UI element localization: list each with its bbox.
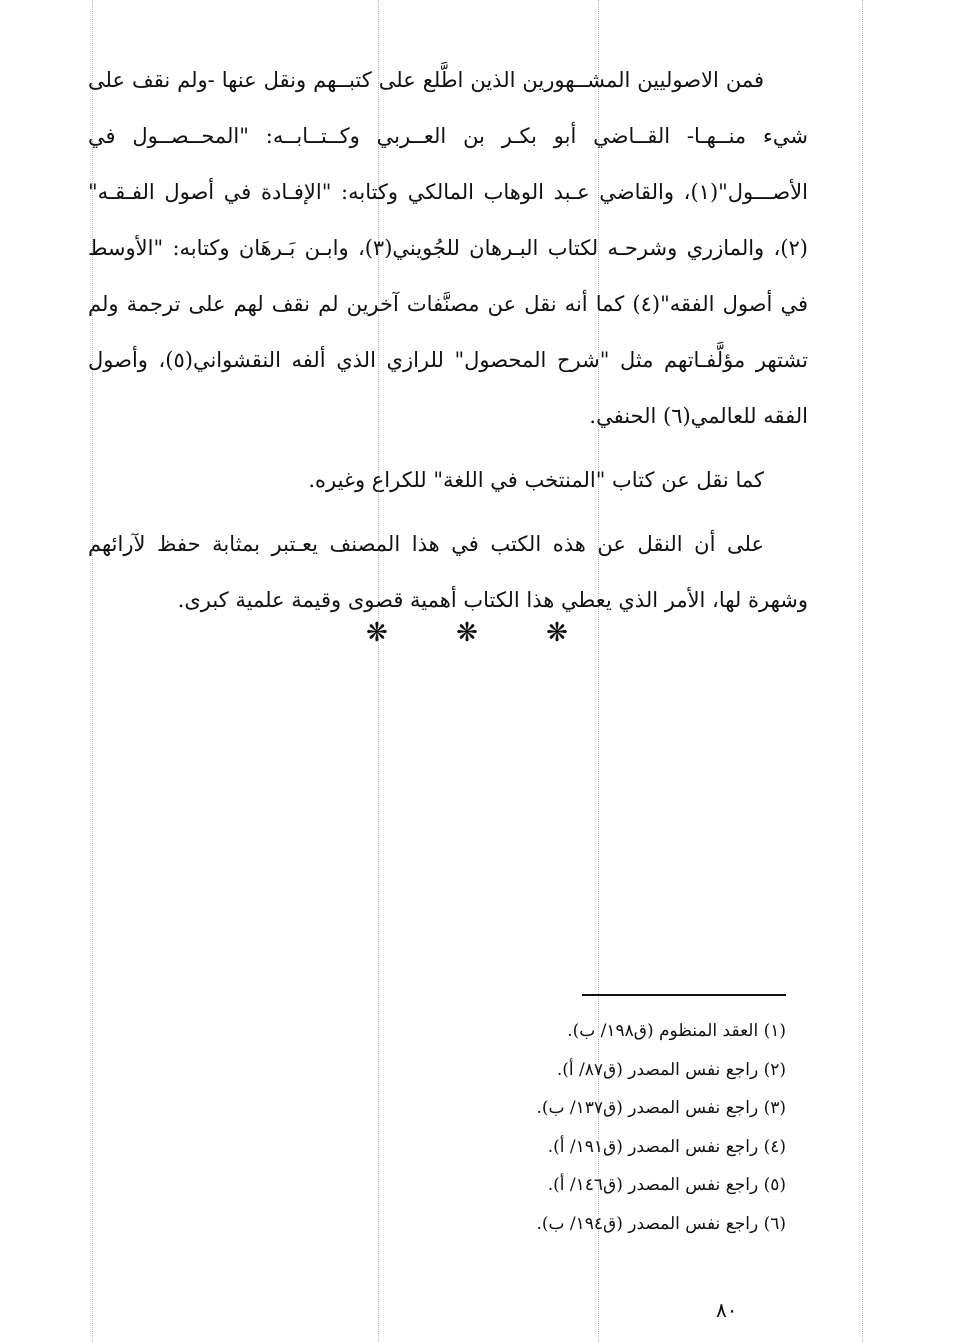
page-body [88,52,808,628]
footnote: (٣) راجع نفس المصدر (ق١٣٧/ ب). [536,1098,786,1118]
paragraph: على أن النقل عن هذه الكتب في هذا المصنف يعـتبر بمثابة حفظ لآرائهم وشهرة لها، الأمر الذي يعطي هذا الكتاب أهمية قصوى وقيمة علمية كبرى. [88,532,808,612]
footnote-divider [582,994,786,996]
footnote: (٦) راجع نفس المصدر (ق١٩٤/ ب). [536,1213,786,1234]
footnote: (٤) راجع نفس المصدر (ق١٩١/ أ). [547,1136,786,1157]
scan-dotted-line [862,0,863,1342]
footnotes [366,1012,786,1243]
footnote: (١) العقد المنظوم (ق١٩٨/ ب). [567,1021,786,1041]
paragraph: فمن الاصوليين المشــهورين الذين اطَّلع على كتبــهم ونقل عنها -ولم نقف على شيء منــهـا- القــاضي أبو بكـر بن العــربي وكــتــابــه: "المحــصــول في الأصـــول"(١)، والقاضي عـبد الوهاب المالكي وكتابه: "الإفـادة في أصول الفـقـه"(٢)، والمازري وشرحـه لكتاب البـرهان للجُويني(٣)، وابـن بَـرهَان وكتابه: "الأوسط في أصول الفقه"(٤) كما أنه نقل عن مصنَّفات آخرين لم نقف لهم على ترجمة ولم تشتهر مؤلَّفـاتهم مثل "شرح المحصول" للرازي الذي ألفه النقشواني(٥)، وأصول الفقه للعالمي(٦) الحنفي. [88,68,808,428]
paragraph: كما نقل عن كتاب "المنتخب في اللغة" للكراع وغيره. [308,468,764,492]
page-number: ٨٠ [716,1298,738,1322]
footnote: (٢) راجع نفس المصدر (ق٨٧/ أ). [556,1059,786,1080]
footnote: (٥) راجع نفس المصدر (ق١٤٦/ أ). [547,1175,786,1195]
section-separator: ❋ ❋ ❋ [366,618,598,648]
